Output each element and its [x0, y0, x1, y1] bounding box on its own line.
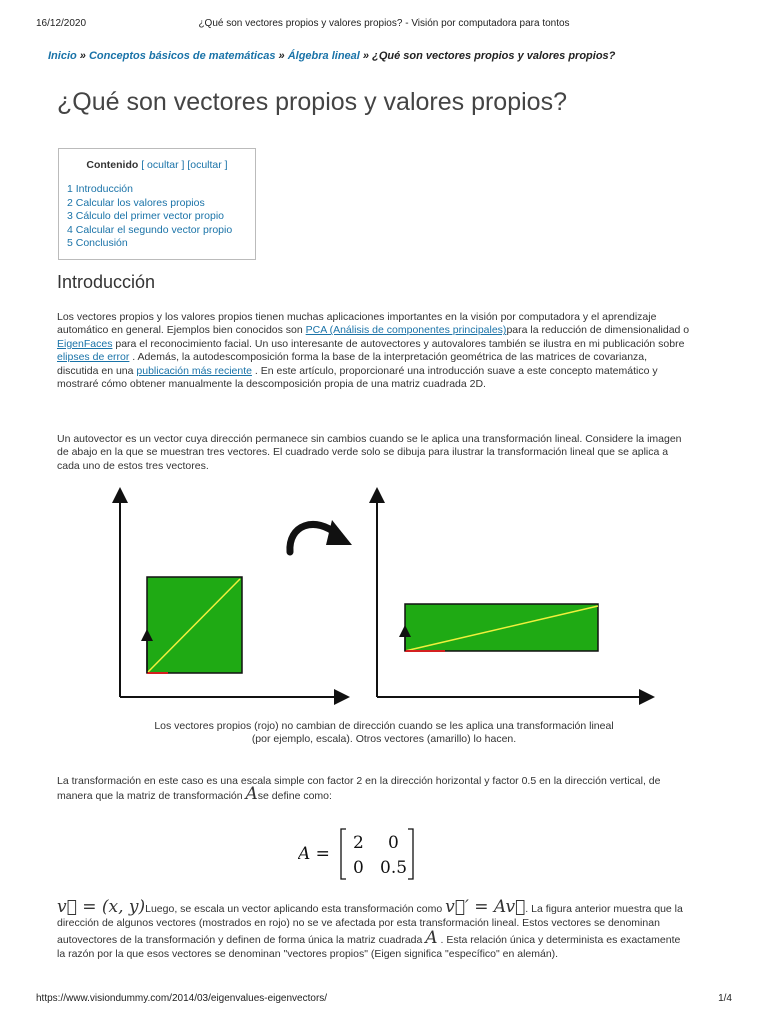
- eigenvector-text-2: . La figura anterior muestra que la dirección de algunos vectores (mostrados en rojo) no se ve afectada por esta transformación lineal. Estos vectores se denominan autovectores de la transformación y definen de forma única la matriz cuadrada: [57, 903, 683, 946]
- matrix-equation: [298, 826, 428, 882]
- page-url: https://www.visiondummy.com/2014/03/eigenvalues-eigenvectors/: [36, 993, 328, 1004]
- table-of-contents: [58, 148, 256, 260]
- recent-post-link[interactable]: publicación más reciente: [136, 364, 252, 377]
- eigenvector-text-3: . Esta relación única y determinista es exactamente la razón por la que esos vectores se denominan "vectores propios" (Eigen significa "específico" en alemán).: [57, 933, 681, 960]
- pca-link[interactable]: PCA (Análisis de componentes principales): [305, 324, 507, 337]
- caption-line-2: (por ejemplo, escala). Otros vectores (amarillo) lo hacen.: [251, 733, 517, 746]
- transformed-vector-math: v⃗′ = Av⃗: [445, 897, 526, 917]
- transformation-text-1: La transformación en este caso es una escala simple con factor 2 en la dirección horizontal y factor 0.5 en la dirección vertical, de manera que la matriz de transformación: [57, 775, 661, 803]
- eigenvector-text-1: Luego, se escala un vector aplicando esta transformación como: [145, 903, 446, 915]
- toc-list: [67, 183, 255, 251]
- toc-hide-link[interactable]: [ ocultar ]: [141, 159, 185, 171]
- transformed-plot: [377, 495, 647, 697]
- right-bracket: [408, 829, 413, 879]
- breadcrumb-home-link[interactable]: Inicio: [48, 50, 77, 62]
- transformation-paragraph: [57, 775, 691, 804]
- print-date: 16/12/2020: [36, 18, 87, 29]
- intro-text-5: . En este artículo, proporcionaré una introducción suave a este concepto matemático y mostraré cómo obtener manualmente la descomposición propia de una matriz cuadrada 2D.: [57, 364, 658, 391]
- matrix-symbol: A: [425, 927, 438, 948]
- transform-arrow-icon: [290, 520, 352, 552]
- caption-line-1: Los vectores propios (rojo) no cambian de dirección cuando se les aplica una transformación lineal: [154, 720, 614, 732]
- toc-item-introduction[interactable]: 1 Introducción: [67, 183, 133, 195]
- toc-item-second-eigenvector[interactable]: 4 Calcular el segundo vector propio: [67, 223, 233, 236]
- page-title: ¿Qué son vectores propios y valores propios?: [57, 88, 567, 116]
- eigenfaces-link[interactable]: EigenFaces: [57, 337, 113, 350]
- vector-definition-math: v⃗ = (x, y): [57, 897, 146, 917]
- matrix-cell: 2: [353, 833, 364, 853]
- breadcrumb-current: ¿Qué son vectores propios y valores propios?: [372, 50, 616, 62]
- toc-item-first-eigenvector[interactable]: 3 Cálculo del primer vector propio: [67, 210, 224, 222]
- breadcrumb-separator: »: [278, 50, 285, 62]
- breadcrumb-math-basics-link[interactable]: Conceptos básicos de matemáticas: [88, 50, 276, 62]
- error-ellipses-link[interactable]: elipses de error: [57, 351, 130, 364]
- transformation-figure: [110, 485, 670, 705]
- breadcrumb-separator: »: [362, 50, 370, 62]
- breadcrumb: [48, 50, 738, 62]
- eigenvector-definition-paragraph: Un autovector es un vector cuya dirección permanece sin cambios cuando se le aplica una transformación lineal. Considere la imagen de abajo en la que se muestran tres vectores. El cuadrado verde solo se dibuja para ilustrar la transformación lineal que se aplica a cada uno de estos tres vectores.: [57, 433, 682, 472]
- section-heading-introduction: Introducción: [57, 272, 156, 292]
- page-number: 1/4: [718, 993, 732, 1004]
- eigenvector-paragraph: [57, 897, 691, 961]
- toc-item-eigenvalues[interactable]: 2 Calcular los valores propios: [67, 196, 205, 209]
- intro-text-2: para la reducción de dimensionalidad o: [506, 324, 690, 337]
- left-bracket: [341, 829, 346, 879]
- print-title: ¿Qué son vectores propios y valores propios? - Visión por computadora para tontos: [198, 18, 570, 29]
- matrix-symbol: A: [245, 784, 258, 805]
- toc-label: Contenido: [86, 159, 139, 171]
- matrix-cell: 0: [388, 833, 399, 853]
- intro-text-3: para el reconocimiento facial. Un uso interesante de autovectores y autovalores también se ilustra en mi publicación sobre: [112, 337, 685, 350]
- toc-header: [59, 159, 255, 171]
- breadcrumb-separator: »: [79, 50, 86, 62]
- intro-text-1: Los vectores propios y los valores propios tienen muchas aplicaciones importantes en la visión por computadora y el aprendizaje automático en general. Ejemplos bien conocidos son: [57, 311, 657, 337]
- matrix-cell: 0: [353, 858, 364, 878]
- breadcrumb-linear-algebra-link[interactable]: Álgebra lineal: [287, 50, 360, 62]
- intro-text-4: . Además, la autodescomposición forma la base de la interpretación geométrica de las matrices de covarianza, discutida en una: [57, 351, 648, 377]
- matrix-cell: 0.5: [380, 858, 408, 878]
- equation-lhs: A =: [298, 844, 330, 864]
- toc-hide-link-2[interactable]: [ocultar ]: [187, 159, 228, 171]
- intro-paragraph: [57, 311, 691, 391]
- toc-item-conclusion[interactable]: 5 Conclusión: [67, 237, 128, 249]
- figure-caption: [57, 720, 711, 747]
- transformation-text-2: se define como:: [257, 790, 332, 803]
